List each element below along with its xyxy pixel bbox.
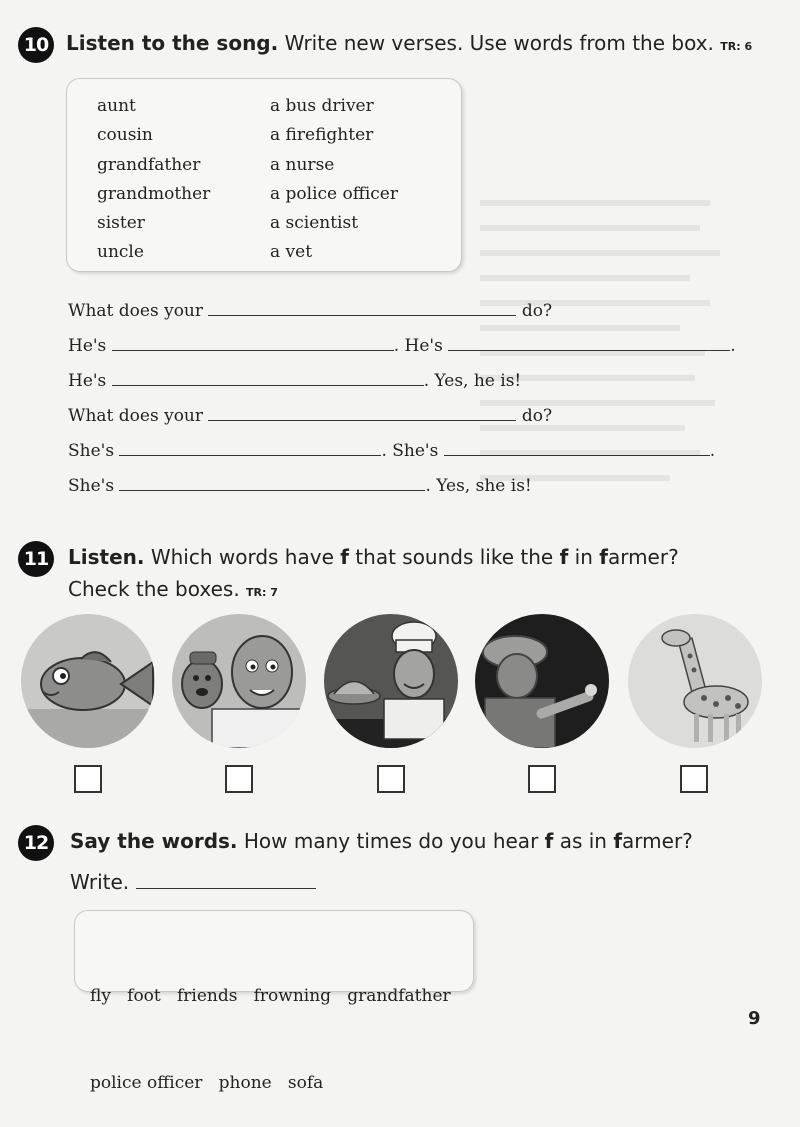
letter-f: f [599,545,608,569]
exercise-10-track: TR: 6 [720,40,753,53]
write-line[interactable] [119,476,425,491]
verse-text: . Yes, she is! [425,476,532,496]
exercise-12-number: 12 [18,825,54,861]
exercise-10-number: 10 [18,27,54,63]
word-box-item: a firefighter [270,125,374,146]
exercise-12-words [90,924,451,1127]
letter-f: f [613,829,623,853]
heading-text: that sounds like the [348,545,560,569]
verse-text: What does your [68,406,204,426]
write-line[interactable] [112,336,394,351]
chef-picture [324,614,458,748]
write-line[interactable] [208,301,516,316]
exercise-11-subheading [68,577,278,601]
verse-line-5 [68,441,715,461]
heading-text: Check the boxes. [68,577,240,601]
fish-picture [21,614,155,748]
checkbox-giraffe[interactable] [680,765,708,793]
exercise-10-title-rest: Write new verses. Use words from the box. [278,31,714,55]
verse-text: What does your [68,301,204,321]
verse-text: She's [68,476,115,496]
exercise-11-heading [68,545,679,569]
word-list-line: fly foot friends frowning grandfather [90,986,451,1006]
word-box-column-2 [270,92,398,268]
verse-text: He's [68,371,107,391]
exercise-12-write-row [70,870,316,894]
verse-text: She's [68,441,115,461]
write-line[interactable] [208,406,516,421]
verse-line-6 [68,476,532,496]
verse-text: . Yes, he is! [423,371,522,391]
word-box-item: cousin [97,125,153,146]
word-box-item: grandmother [97,183,211,204]
exercise-11-track: TR: 7 [246,586,278,599]
word-box-item: grandfather [97,154,201,175]
write-line[interactable] [112,371,424,386]
giraffe-picture [628,614,762,748]
write-line[interactable] [119,441,381,456]
heading-text: Which words have [144,545,341,569]
heading-text: as in [553,829,614,853]
heading-text: in [568,545,600,569]
verse-line-4 [68,406,552,426]
verse-line-3 [68,371,521,391]
verse-line-2 [68,336,736,356]
word-box-item: a scientist [270,213,359,234]
checkbox-firefighter[interactable] [528,765,556,793]
checkbox-fish[interactable] [74,765,102,793]
verse-text: He's [68,336,107,356]
letter-f: f [559,545,569,569]
verse-text: . She's [381,441,439,461]
write-line[interactable] [448,336,730,351]
verse-text: . He's [393,336,443,356]
doctor-with-dog-picture [172,614,306,748]
letter-f: f [340,545,349,569]
exercise-10-title-bold: Listen to the song. [66,31,279,55]
verse-text: do? [521,301,553,321]
verse-text: . [709,441,716,461]
exercise-11-number: 11 [18,541,54,577]
word-box-item: a police officer [270,183,398,204]
write-line[interactable] [136,874,316,889]
exercise-12-title-bold: Say the words. [70,829,238,853]
exercise-10-heading [66,31,752,55]
word-box-item: sister [97,213,145,234]
word-box-item: a nurse [270,154,335,175]
verse-text: do? [521,406,553,426]
word-list-line: police officer phone sofa [90,1073,324,1093]
verse-text: . [730,336,736,356]
word-box-item: uncle [97,242,144,263]
word-box-item: a vet [270,242,313,263]
heading-text: armer? [622,829,693,853]
exercise-11-title-bold: Listen. [68,545,145,569]
write-line[interactable] [444,441,710,456]
checkbox-doctor[interactable] [225,765,253,793]
write-label: Write. [70,870,130,894]
word-box-item: aunt [97,96,136,116]
verse-line-1 [68,301,552,321]
letter-f: f [544,829,554,853]
heading-text: How many times do you hear [237,829,545,853]
word-box-column-1 [97,92,210,268]
heading-text: armer? [607,545,679,569]
word-box-item: a bus driver [270,96,374,116]
firefighter-picture [475,614,609,748]
page-number: 9 [748,1008,761,1029]
exercise-12-heading [70,829,693,853]
checkbox-chef[interactable] [377,765,405,793]
